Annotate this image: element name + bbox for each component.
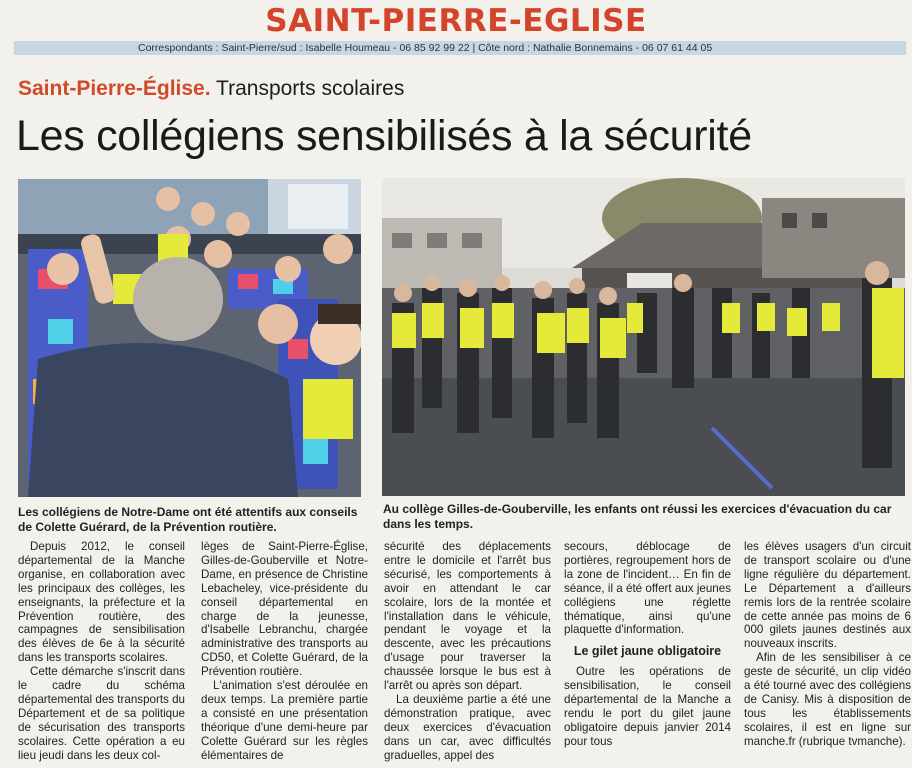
text-column-5 (744, 540, 911, 749)
photo-caption-bus: Les collégiens de Notre-Dame ont été attentifs aux conseils de Colette Guérard, de la Prévention routière. (18, 505, 358, 534)
paragraph: La deuxième partie a été une démonstration pratique, avec deux exercices d'évacuation dans un car, avec difficultés graduelles, appel des (384, 692, 551, 762)
text-column-3 (384, 540, 551, 763)
paragraph: L'animation s'est déroulée en deux temps. La première partie a consisté en une présentation théorique d'une demi-heure par Colette Guérard sur les règles élémentaires de (201, 679, 368, 762)
paragraph: sécurité des déplacements entre le domicile et l'arrêt bus sécurisé, les comportements à avoir en attendant le car scolaire, lors de la montée et l'installation dans le véhicule, pendant le voyage et la descente, avec les précautions d'usage pour traverser la chaussée lorsque le bus est à l'arrêt ou après son départ. (384, 540, 551, 693)
photo-caption-yard: Au collège Gilles-de-Gouberville, les enfants ont réussi les exercices d'évacuation du car dans les temps. (383, 502, 892, 531)
photo-school-yard (382, 178, 905, 496)
paragraph: lèges de Saint-Pierre-Église, Gilles-de-Gouberville et Notre-Dame, en présence de Christine Lebacheley, vice-présidente du conseil départemental en charge de la jeunesse, d'Isabelle Lebranchu, chargée administrative des transports au CD50, et Colette Guérard, de la Prévention routière. (201, 540, 368, 679)
section-title: SAINT-PIERRE-EGLISE (265, 3, 647, 39)
kicker-topic: Transports scolaires (216, 77, 405, 100)
article-subhead: Le gilet jaune obligatoire (573, 644, 722, 659)
paragraph: Cette démarche s'inscrit dans le cadre du schéma départemental des transports du Département et de sa politique de sécurisation des transports scolaires. Cette opération a eu lieu jeudi dans les deux col- (18, 665, 185, 762)
paragraph: Afin de les sensibiliser à ce geste de sécurité, un clip vidéo a été tourné avec des collégiens de Canisy. Mis à disposition de tous les établissements scolaires, il est en ligne sur manche.fr (rubrique tvmanche). (744, 651, 911, 748)
school-yard-image (382, 178, 905, 496)
photo-bus-interior (18, 179, 361, 497)
bus-interior-image (18, 179, 361, 497)
kicker (18, 76, 404, 102)
paragraph: Outre les opérations de sensibilisation, le conseil départemental de la Manche a rendu le port du gilet jaune obligatoire depuis janvier 2014 pour tous (564, 665, 731, 748)
text-column-4 (564, 540, 731, 749)
paragraph: secours, déblocage de portières, regroupement hors de la zone de l'incident… En fin de séance, il a été offert aux jeunes collégiens une réglette thématique, ainsi qu'une plaquette d'information. (564, 540, 731, 637)
masthead (0, 0, 912, 42)
article-headline: Les collégiens sensibilisés à la sécurité (16, 112, 752, 160)
text-column-1 (18, 540, 185, 763)
paragraph: les élèves usagers d'un circuit de transport scolaire ou d'une ligne régulière du département. Le Département a d'ailleurs remis lors de la rentrée scolaire de cette année pas moins de 6 000 gilets jaunes destinés aux nouveaux inscrits. (744, 540, 911, 651)
correspondents-bar: Correspondants : Saint-Pierre/sud : Isabelle Houmeau - 06 85 92 99 22 | Côte nord : Nathalie Bonnemains - 06 07 61 44 05 (14, 41, 906, 55)
kicker-place: Saint-Pierre-Église. (18, 77, 211, 100)
text-column-2 (201, 540, 368, 763)
paragraph: Depuis 2012, le conseil départemental de la Manche organise, en collaboration avec les principaux des collèges, les enseignants, la préfecture et la Prévention routière, des campagnes de sensibilisation des élèves de 6e à la sécurité dans les transports scolaires. (18, 540, 185, 665)
